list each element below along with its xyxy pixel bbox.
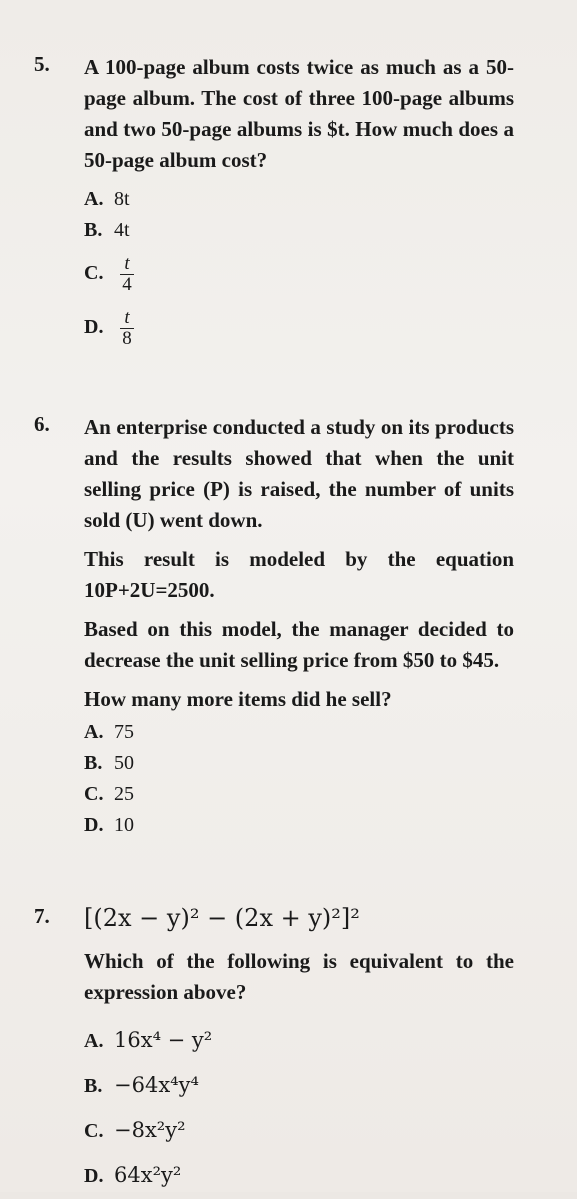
option-d[interactable]: D. $\frac{t}{8}$ — [84, 300, 554, 354]
fraction: $\frac{t}{8}$ — [120, 308, 134, 349]
fraction: $\frac{t}{4}$ — [120, 254, 134, 295]
option-value: 4t — [114, 219, 130, 241]
answer-options — [84, 717, 554, 841]
question-text: An enterprise conducted a study on its products and the results showed that when the unit selling price (P) is raised, the number of units sold (U) went down. — [84, 415, 514, 532]
scenario-text: Based on this model, the manager decided to decrease the unit selling price from $50 to $45. — [84, 617, 514, 672]
question-6 — [34, 412, 554, 841]
question-text: Which of the following is equivalent to the expression above? — [84, 949, 514, 1004]
option-a[interactable]: A. 8t — [84, 188, 130, 210]
question-number: 7. — [34, 904, 50, 928]
option-b[interactable]: B. −64x⁴y⁴ — [84, 1073, 199, 1097]
option-c[interactable]: C. $\frac{t}{4}$ — [84, 246, 554, 300]
question-7 — [34, 898, 554, 1198]
option-c[interactable]: C. −8x²y² — [84, 1118, 186, 1142]
model-text: This result is modeled by the equation 10P+2U=2500. — [84, 547, 514, 602]
answer-options — [84, 1018, 554, 1198]
option-d[interactable]: D. 10 — [84, 814, 134, 836]
question-number: 5. — [34, 52, 50, 76]
option-a[interactable]: A. 16x⁴ − y² — [84, 1028, 213, 1052]
answer-options — [84, 184, 554, 354]
option-b[interactable]: B. 4t — [84, 219, 130, 241]
option-a[interactable]: A. 75 — [84, 721, 134, 743]
option-value: 8t — [114, 188, 130, 210]
option-c[interactable]: C. 25 — [84, 783, 134, 805]
option-d[interactable]: D. 64x²y² — [84, 1163, 182, 1187]
question-5 — [34, 52, 554, 354]
prompt-text: How many more items did he sell? — [84, 687, 392, 711]
expression: [(2x − y)² − (2x + y)²]² — [84, 904, 360, 932]
option-b[interactable]: B. 50 — [84, 752, 134, 774]
question-number: 6. — [34, 412, 50, 436]
question-text: A 100-page album costs twice as much as a 50-page album. The cost of three 100-page albums and two 50-page albums is $t. How much does a 50-page album cost? — [84, 55, 514, 172]
